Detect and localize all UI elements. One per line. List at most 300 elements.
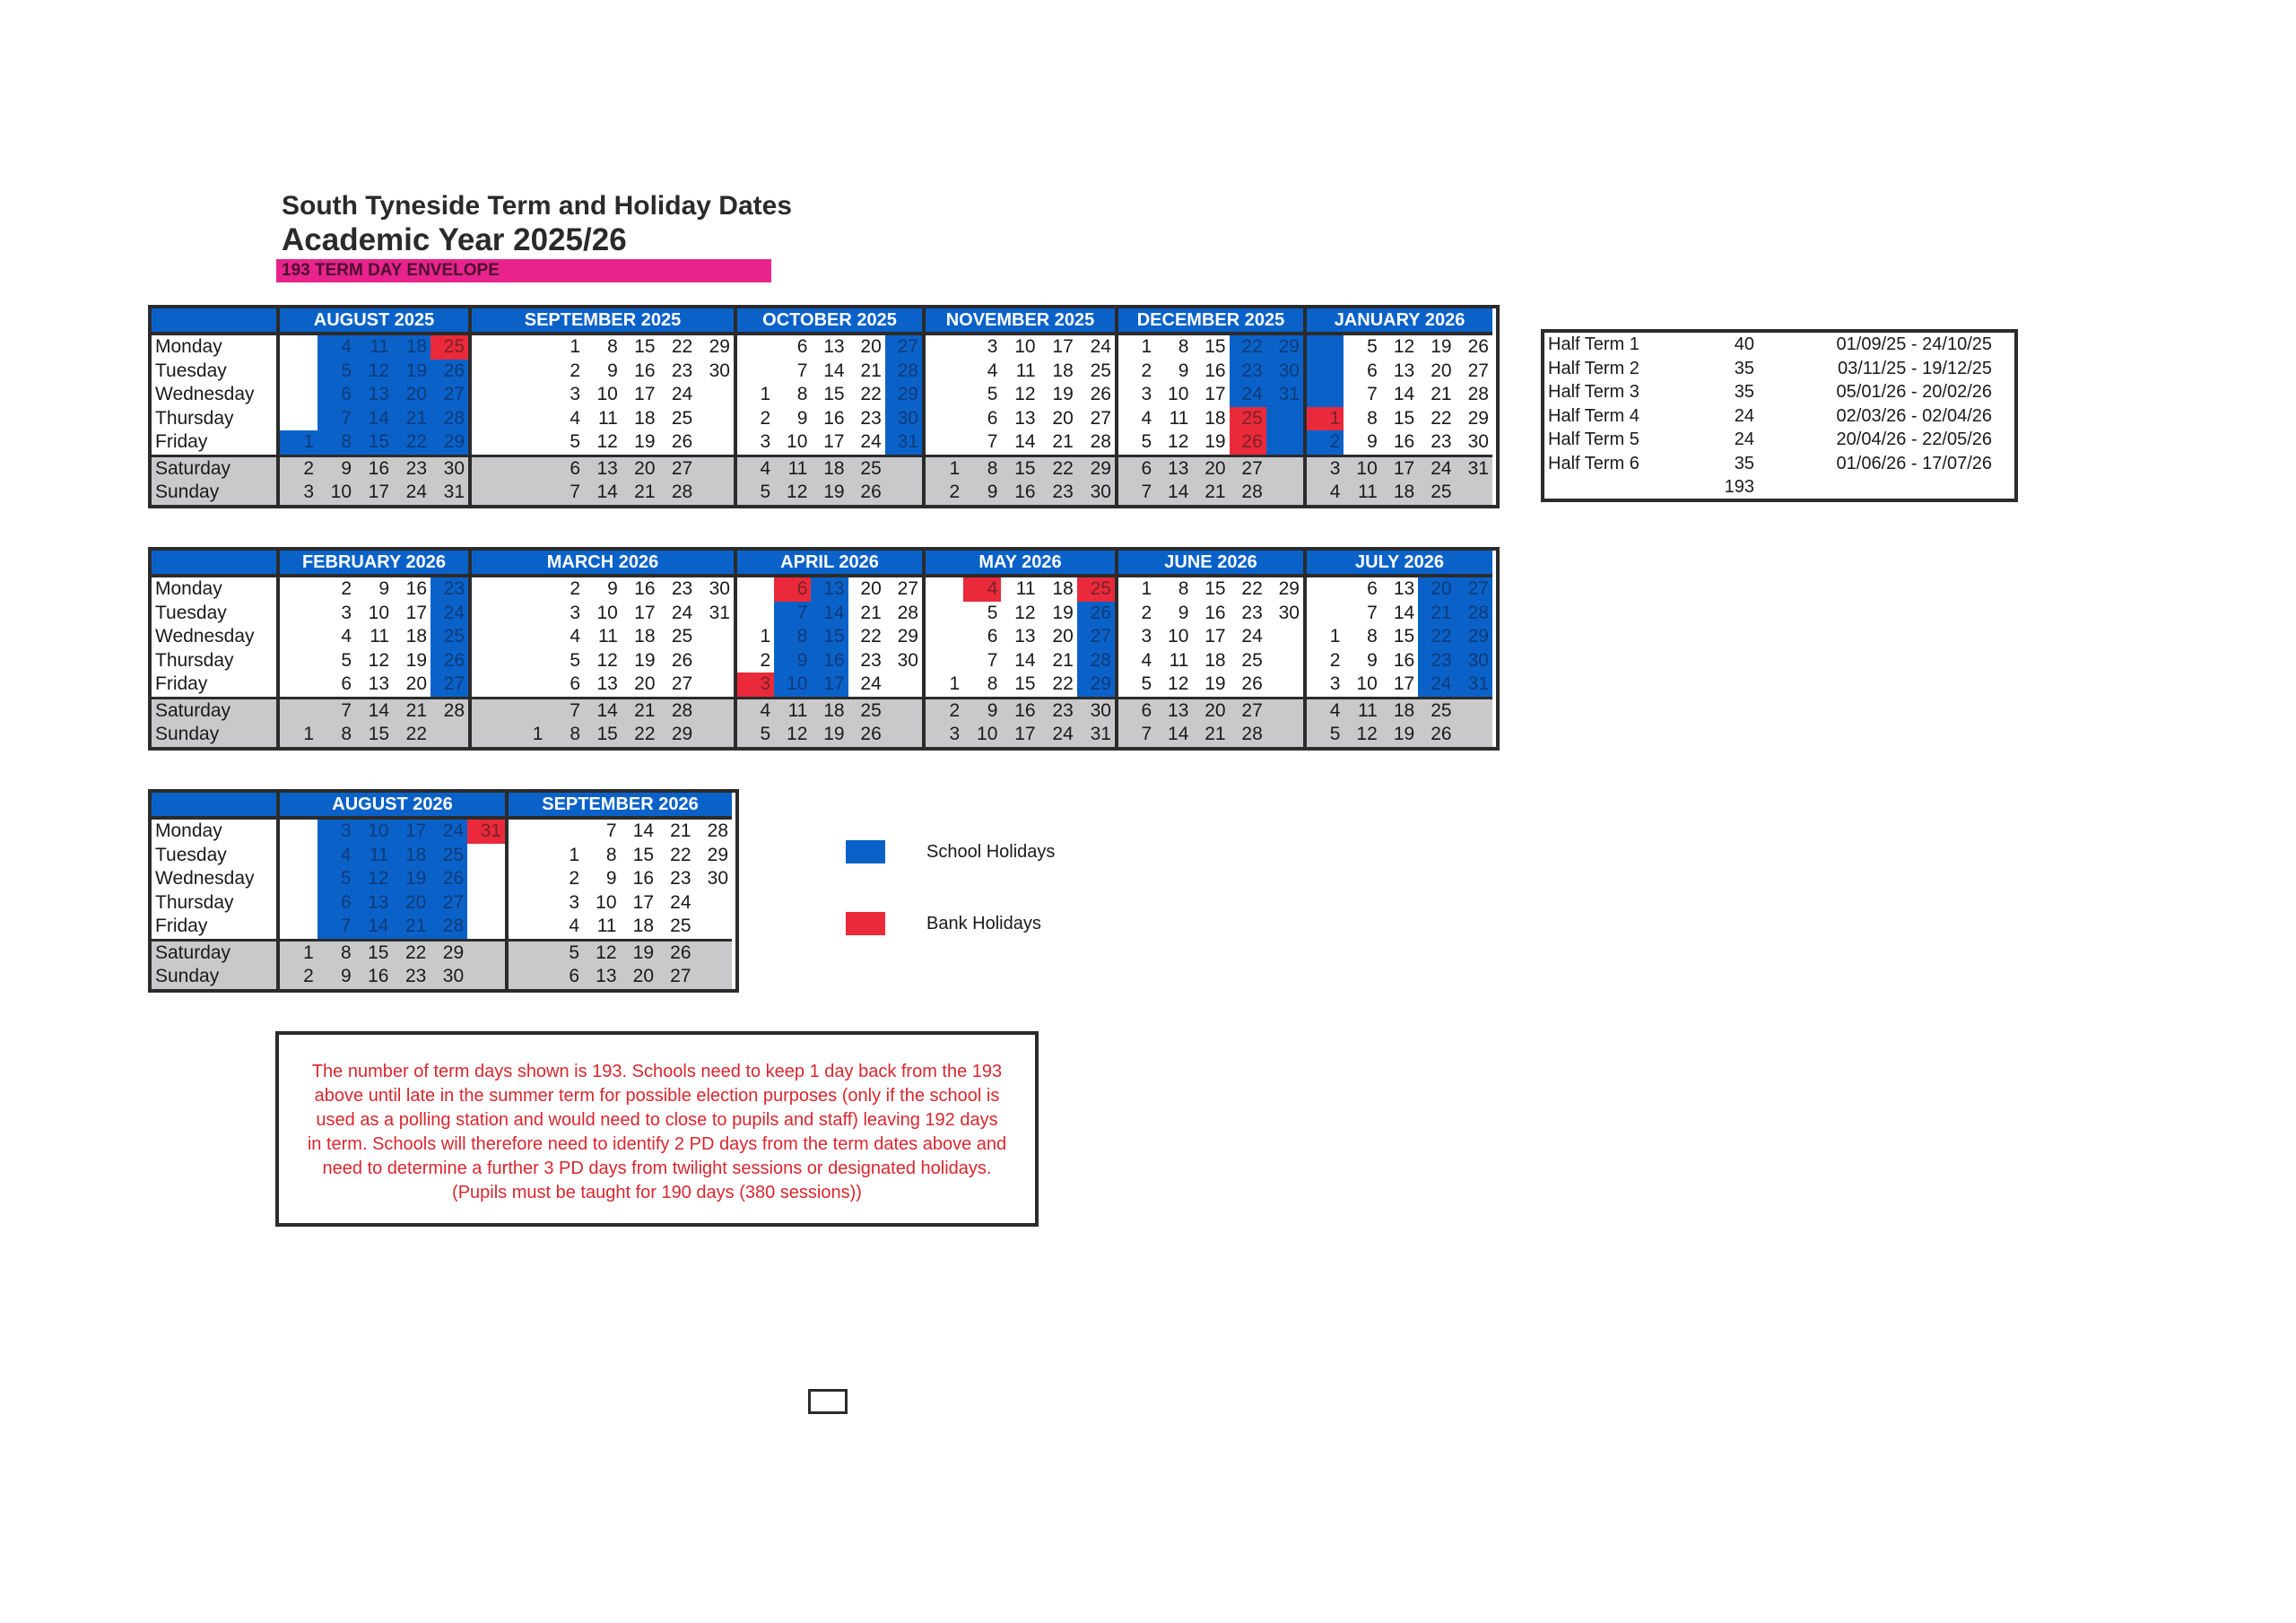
day-cell	[280, 383, 317, 407]
week-row-tuesday	[509, 844, 732, 868]
day-cell: 22	[1052, 673, 1074, 694]
weekday-label: Monday	[155, 336, 222, 357]
day-cell	[280, 577, 317, 602]
day-cell: 18	[632, 916, 654, 936]
day-cell	[1266, 625, 1303, 649]
day-cell: 12	[368, 649, 389, 671]
day-cell	[696, 673, 734, 697]
week-row-thursday	[737, 649, 922, 673]
day-cell: 28	[707, 820, 728, 841]
weekday-label: Monday	[155, 820, 222, 841]
day-cell: 30	[897, 649, 918, 671]
day-cell: 11	[598, 407, 618, 429]
calendar-block-aug2026-sep2026	[148, 789, 739, 993]
day-cell: 2	[1141, 602, 1152, 623]
day-cell	[737, 602, 774, 626]
day-cell: 30	[709, 578, 730, 599]
day-cell: 23	[860, 649, 882, 671]
school-holiday-day: 26	[1077, 602, 1115, 626]
day-cell: 7	[987, 649, 998, 671]
calendar-block-feb2026-jul2026	[148, 547, 1500, 751]
school-holiday-day: 30	[1456, 649, 1492, 673]
school-holiday-day: 23	[430, 577, 468, 602]
half-term-days: 35	[1734, 358, 1754, 378]
day-cell: 10	[596, 602, 618, 623]
day-cell: 11	[1169, 649, 1189, 671]
day-cell: 21	[1205, 724, 1226, 744]
day-cell: 1	[1329, 626, 1341, 647]
school-holiday-day: 14	[811, 602, 848, 626]
week-row-monday	[1307, 577, 1492, 602]
week-row-tuesday	[1307, 360, 1492, 384]
week-row-saturday	[926, 699, 1115, 724]
day-cell: 16	[823, 407, 845, 429]
day-cell: 1	[570, 336, 581, 357]
day-cell: 20	[634, 457, 656, 479]
week-row-sunday	[1118, 481, 1303, 505]
day-cell: 12	[787, 482, 808, 502]
day-cell: 13	[1168, 699, 1189, 721]
bank-holiday-day: 25	[1230, 407, 1266, 431]
day-cell	[509, 335, 547, 360]
week-row-monday	[737, 335, 922, 360]
day-cell: 28	[1090, 431, 1111, 452]
week-row-monday	[280, 335, 468, 360]
week-row-friday	[926, 430, 1115, 455]
day-cell: 9	[1178, 360, 1189, 381]
day-cell	[472, 723, 509, 747]
day-cell: 29	[707, 844, 728, 865]
day-cell: 5	[569, 942, 579, 963]
day-cell: 26	[670, 942, 691, 963]
day-cell	[280, 360, 317, 384]
day-cell	[1307, 577, 1344, 602]
week-row-wednesday	[472, 383, 734, 407]
school-holiday-day: 27	[430, 891, 467, 916]
week-row-friday	[472, 673, 734, 697]
day-cell: 9	[1178, 602, 1189, 623]
note-line: above until late in the summer term for possible election purposes (only if the school is	[314, 1086, 1000, 1106]
school-holiday-day: 31	[885, 430, 922, 455]
day-cell: 26	[671, 431, 693, 452]
day-cell: 3	[1141, 384, 1152, 404]
day-cell: 28	[897, 602, 918, 623]
school-holiday-day: 22	[393, 430, 430, 455]
day-cell	[280, 699, 317, 724]
day-cell: 8	[340, 942, 352, 963]
week-row-wednesday	[1307, 625, 1492, 649]
day-cell: 1	[303, 942, 314, 963]
day-cell: 9	[341, 457, 352, 479]
half-term-name: Half Term 4	[1548, 405, 1639, 426]
day-cell: 6	[570, 673, 581, 694]
day-cell: 10	[1014, 336, 1036, 357]
school-holiday-day: 6	[317, 383, 355, 407]
day-cell: 18	[1205, 407, 1226, 429]
day-cell: 23	[1052, 482, 1074, 502]
day-cell: 9	[796, 407, 808, 429]
day-cell: 2	[949, 699, 961, 721]
school-holiday-day: 17	[811, 673, 848, 697]
week-row-saturday	[509, 942, 732, 966]
day-cell	[472, 335, 509, 360]
day-cell: 2	[949, 482, 961, 502]
school-holiday-day: 15	[355, 430, 393, 455]
month-name: SEPTEMBER 2026	[509, 793, 732, 820]
day-cell: 1	[760, 626, 771, 647]
day-cell: 20	[860, 336, 882, 357]
week-row-friday	[1118, 673, 1303, 697]
school-holiday-day: 27	[1077, 625, 1115, 649]
school-holiday-day: 27	[885, 335, 922, 360]
day-cell	[696, 430, 734, 455]
day-cell	[467, 915, 505, 939]
half-term-name: Half Term 1	[1548, 334, 1639, 354]
month-september-2026	[505, 793, 732, 989]
weekday-labels	[152, 335, 276, 505]
day-cell: 19	[823, 482, 845, 502]
day-cell	[926, 335, 963, 360]
half-term-name: Half Term 6	[1548, 453, 1639, 473]
day-cell: 10	[330, 482, 352, 502]
week-row-friday	[280, 430, 468, 455]
school-holiday-day: 22	[1418, 625, 1455, 649]
day-cell	[695, 942, 733, 966]
day-cell	[1266, 673, 1303, 697]
week-row-monday	[280, 577, 468, 602]
day-cell: 7	[1367, 384, 1378, 404]
day-cell	[509, 430, 547, 455]
half-term-days: 24	[1734, 405, 1754, 426]
week-row-monday	[1118, 335, 1303, 360]
day-cell	[472, 673, 509, 697]
week-row-wednesday	[1118, 625, 1303, 649]
header-strip	[152, 793, 276, 820]
month-august-2026	[276, 793, 505, 989]
day-cell: 16	[1393, 431, 1415, 452]
day-cell	[695, 965, 733, 989]
day-cell: 7	[341, 699, 352, 721]
day-cell: 16	[1014, 699, 1036, 721]
day-cell: 23	[671, 360, 693, 381]
weekday-label: Thursday	[155, 649, 234, 671]
day-cell: 22	[670, 844, 691, 865]
day-cell: 6	[987, 407, 998, 429]
week-row-thursday	[509, 891, 732, 916]
week-row-saturday	[1118, 699, 1303, 724]
school-holiday-day: 20	[392, 891, 430, 916]
day-cell: 6	[570, 457, 581, 479]
week-row-tuesday	[280, 360, 468, 384]
day-cell: 8	[1178, 578, 1189, 599]
week-row-saturday	[1118, 457, 1303, 482]
day-cell: 10	[1168, 626, 1189, 647]
day-cell: 14	[1393, 384, 1415, 404]
school-holiday-day: 7	[317, 915, 355, 939]
day-cell: 27	[1467, 360, 1489, 381]
day-cell: 21	[1052, 431, 1074, 452]
day-cell: 20	[1205, 699, 1226, 721]
day-cell: 10	[368, 602, 389, 623]
day-cell: 8	[987, 673, 998, 694]
school-holiday-day: 24	[1230, 383, 1266, 407]
school-holiday-day: 5	[317, 867, 355, 891]
day-cell: 20	[405, 673, 427, 694]
day-cell: 23	[1052, 699, 1074, 721]
school-holiday-day: 24	[1418, 673, 1455, 697]
legend-label: Bank Holidays	[926, 913, 1041, 933]
month-january-2026	[1303, 308, 1492, 505]
week-row-friday	[926, 673, 1115, 697]
day-cell: 30	[1278, 602, 1300, 623]
month-name: APRIL 2026	[737, 551, 922, 577]
school-holiday-day: 23	[1418, 649, 1455, 673]
day-cell: 4	[1329, 482, 1341, 502]
school-holiday-day: 13	[355, 891, 393, 916]
school-holiday-day: 3	[317, 820, 355, 844]
school-holiday-day: 27	[1456, 577, 1492, 602]
school-holiday-day: 22	[1230, 335, 1266, 360]
day-cell: 7	[570, 699, 581, 721]
day-cell	[509, 577, 547, 602]
month-june-2026	[1115, 551, 1303, 747]
day-cell: 3	[569, 891, 579, 913]
day-cell: 11	[598, 626, 618, 647]
day-cell: 25	[671, 626, 693, 647]
month-name: MARCH 2026	[472, 551, 734, 577]
day-cell	[885, 457, 922, 482]
half-term-date-range: 03/11/25 - 19/12/25	[1838, 358, 1992, 378]
weekday-label: Tuesday	[155, 602, 227, 623]
day-cell: 11	[787, 699, 808, 721]
day-cell	[737, 577, 774, 602]
day-cell: 28	[1241, 724, 1263, 744]
day-cell: 6	[341, 673, 352, 694]
day-cell: 11	[1169, 407, 1189, 429]
day-cell: 10	[1356, 673, 1378, 694]
week-row-friday	[737, 673, 922, 697]
day-cell: 24	[1052, 724, 1074, 744]
day-cell	[1456, 723, 1492, 747]
weekday-label: Saturday	[152, 699, 276, 724]
day-cell: 18	[1052, 578, 1074, 599]
half-term-name: Half Term 2	[1548, 358, 1639, 378]
week-row-thursday	[926, 649, 1115, 673]
day-cell: 28	[1241, 482, 1263, 502]
weekday-label: Friday	[155, 431, 208, 452]
day-cell: 21	[860, 360, 882, 381]
week-row-wednesday	[1307, 383, 1492, 407]
day-cell: 15	[1393, 407, 1415, 429]
week-row-thursday	[926, 407, 1115, 431]
month-april-2026	[734, 551, 922, 747]
month-july-2026	[1303, 551, 1492, 747]
day-cell: 29	[1090, 457, 1111, 479]
day-cell	[509, 915, 546, 939]
day-cell: 25	[1431, 699, 1452, 721]
school-holiday-day: 15	[811, 625, 848, 649]
week-row-thursday	[472, 407, 734, 431]
school-holiday-day: 27	[430, 383, 468, 407]
day-cell: 25	[670, 916, 691, 936]
day-cell: 7	[1141, 724, 1152, 744]
day-cell: 26	[1090, 384, 1111, 404]
day-cell: 17	[405, 602, 427, 623]
half-term-date-range: 01/09/25 - 24/10/25	[1836, 334, 1992, 354]
day-cell: 1	[569, 844, 579, 865]
day-cell	[472, 407, 509, 431]
day-cell	[509, 649, 547, 673]
weekday-labels	[152, 820, 276, 989]
week-row-saturday	[737, 457, 922, 482]
day-cell: 8	[607, 336, 618, 357]
day-cell	[737, 360, 774, 384]
week-row-wednesday	[926, 625, 1115, 649]
day-cell: 9	[605, 868, 617, 889]
week-row-saturday	[280, 699, 468, 724]
day-cell: 22	[1241, 578, 1263, 599]
bank-holiday-day: 3	[737, 673, 774, 697]
school-holiday-day: 8	[774, 625, 811, 649]
day-cell: 12	[1393, 336, 1415, 357]
day-cell	[926, 649, 963, 673]
month-november-2025	[922, 308, 1115, 505]
school-holiday-day: 29	[1266, 335, 1303, 360]
weekday-label: Tuesday	[155, 844, 227, 865]
school-holiday-day: 28	[430, 915, 467, 939]
day-cell: 21	[405, 699, 427, 721]
week-row-sunday	[1307, 723, 1492, 747]
day-cell	[1266, 723, 1303, 747]
school-holiday-day: 10	[774, 673, 811, 697]
school-holiday-day: 30	[885, 407, 922, 431]
week-row-wednesday	[280, 383, 468, 407]
day-cell	[509, 383, 547, 407]
day-cell: 6	[569, 966, 579, 986]
day-cell: 3	[341, 602, 352, 623]
school-holiday-day: 9	[774, 649, 811, 673]
week-row-monday	[1118, 577, 1303, 602]
day-cell: 10	[1356, 457, 1378, 479]
day-cell: 4	[1141, 649, 1152, 671]
day-cell: 3	[949, 724, 961, 744]
week-row-tuesday	[1118, 602, 1303, 626]
day-cell: 28	[1467, 384, 1489, 404]
day-cell: 4	[760, 699, 771, 721]
day-cell: 13	[1393, 578, 1415, 599]
day-cell: 13	[1014, 407, 1036, 429]
day-cell	[509, 481, 547, 505]
week-row-tuesday	[737, 602, 922, 626]
day-cell: 1	[1141, 578, 1152, 599]
week-row-monday	[280, 820, 505, 844]
day-cell	[885, 673, 922, 697]
day-cell: 24	[671, 384, 693, 404]
day-cell: 15	[596, 724, 618, 744]
week-row-friday	[1307, 430, 1492, 455]
week-row-tuesday	[472, 602, 734, 626]
half-term-row	[1544, 380, 2014, 404]
week-row-monday	[509, 820, 732, 844]
half-term-row	[1544, 452, 2014, 476]
week-row-saturday	[472, 457, 734, 482]
half-term-days: 24	[1734, 430, 1754, 449]
weekday-label: Saturday	[152, 457, 276, 482]
day-cell: 11	[1015, 578, 1036, 599]
weekday-label: Thursday	[155, 891, 234, 913]
day-cell: 16	[632, 868, 654, 889]
week-row-wednesday	[737, 625, 922, 649]
day-cell	[280, 673, 317, 697]
day-cell: 22	[860, 626, 882, 647]
weekday-label: Tuesday	[155, 360, 227, 381]
day-cell	[280, 867, 317, 891]
weekday-label: Friday	[155, 916, 208, 936]
day-cell: 15	[1014, 457, 1036, 479]
school-holiday-day: 28	[1077, 649, 1115, 673]
day-cell: 3	[570, 384, 581, 404]
school-holiday-day: 19	[392, 867, 430, 891]
school-holiday-day: 14	[355, 915, 393, 939]
day-cell: 20	[634, 673, 656, 694]
school-holiday-day: 21	[1418, 602, 1455, 626]
day-cell	[926, 602, 963, 626]
school-holiday-day: 25	[430, 844, 467, 868]
week-row-thursday	[1307, 407, 1492, 431]
day-cell	[926, 360, 963, 384]
half-term-date-range: 05/01/26 - 20/02/26	[1836, 382, 1992, 402]
day-cell: 17	[823, 431, 845, 452]
day-cell: 13	[368, 673, 389, 694]
day-cell: 24	[405, 482, 427, 502]
day-cell: 1	[760, 384, 771, 404]
day-cell: 9	[340, 966, 352, 986]
day-cell: 22	[405, 724, 427, 744]
week-row-wednesday	[509, 867, 732, 891]
day-cell: 4	[570, 407, 581, 429]
weekday-label: Saturday	[152, 942, 276, 966]
day-cell: 20	[860, 578, 882, 599]
day-cell: 6	[1141, 457, 1152, 479]
weekday-label: Wednesday	[155, 626, 255, 647]
day-cell: 13	[596, 673, 618, 694]
day-cell: 31	[709, 602, 730, 623]
day-cell: 13	[823, 336, 845, 357]
week-row-friday	[1307, 673, 1492, 697]
day-cell: 15	[1393, 626, 1415, 647]
day-cell: 24	[860, 673, 882, 694]
note-line: The number of term days shown is 193. Schools need to keep 1 day back from the 193	[311, 1062, 1003, 1081]
day-cell: 12	[596, 942, 617, 963]
day-cell	[695, 915, 733, 939]
day-cell: 24	[1090, 336, 1111, 357]
day-cell: 12	[1014, 384, 1036, 404]
day-cell: 2	[1141, 360, 1152, 381]
month-august-2025	[276, 308, 468, 505]
day-cell: 5	[987, 384, 998, 404]
school-holiday-day: 31	[1266, 383, 1303, 407]
day-cell	[926, 383, 963, 407]
week-row-monday	[472, 335, 734, 360]
day-cell	[472, 457, 509, 482]
day-cell: 9	[378, 578, 389, 599]
day-cell: 25	[671, 407, 693, 429]
week-row-wednesday	[926, 383, 1115, 407]
day-cell: 28	[443, 699, 465, 721]
day-cell: 6	[1367, 578, 1378, 599]
day-cell	[472, 625, 509, 649]
day-cell	[472, 699, 509, 724]
